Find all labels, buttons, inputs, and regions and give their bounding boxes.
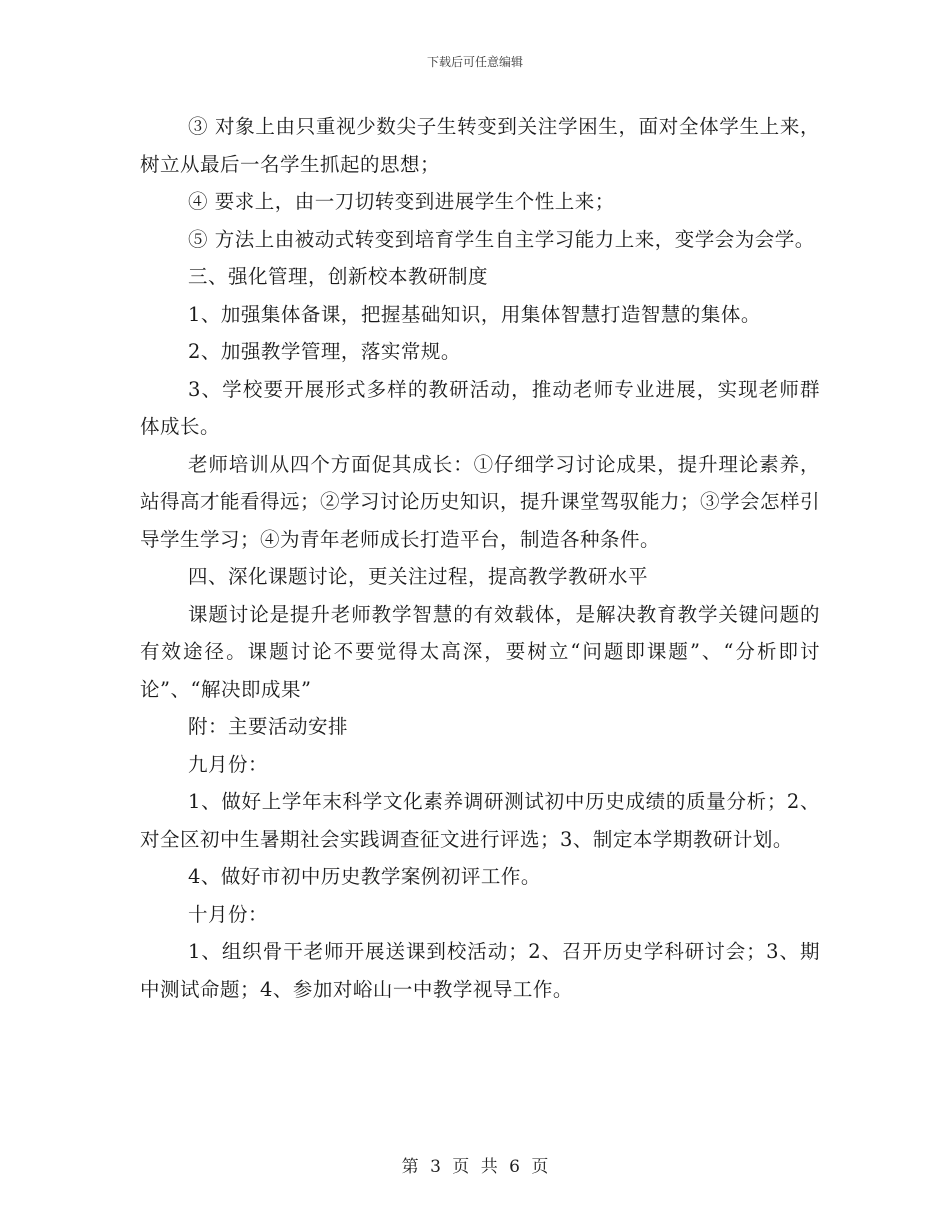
paragraph-requirement-shift: ④ 要求上，由一刀切转变到进展学生个性上来；: [188, 190, 615, 213]
paragraph-teaching-research: 3、学校要开展形式多样的教研活动，推动老师专业进展，实现老师群体成长。: [140, 377, 820, 438]
document-body: [140, 108, 820, 1008]
page-header: 下载后可任意编辑: [426, 55, 523, 69]
page-footer: 第 3 页 共 6 页: [401, 1157, 549, 1177]
paragraph-october-tasks: 1、组织骨干老师开展送课到校活动；2、召开历史学科研讨会；3、期中测试命题；4、参加对峪山一中教学视导工作。: [140, 940, 820, 1001]
month-heading-september: 九月份：: [188, 752, 269, 776]
paragraph-topic-research: 课题讨论是提升老师教学智慧的有效载体，是解决教育教学关键问题的有效途径。课题讨论不要觉得太高深，要树立“问题即课题”、“分析即讨论”、“解决即成果”: [140, 602, 820, 701]
paragraph-collective-prep: 1、加强集体备课，把握基础知识，用集体智慧打造智慧的集体。: [188, 302, 761, 326]
section-heading-4: 四、深化课题讨论，更关注过程，提高教学教研水平: [188, 565, 649, 588]
paragraph-september-case: 4、做好市初中历史教学案例初评工作。: [188, 865, 541, 888]
paragraph-teaching-management: 2、加强教学管理，落实常规。: [188, 340, 461, 363]
appendix-heading: 附：主要活动安排: [188, 715, 349, 738]
paragraph-september-tasks: 1、做好上学年末科学文化素养调研测试初中历史成绩的质量分析；2、对全区初中生暑期社会实践调查征文进行评选；3、制定本学期教研计划。: [140, 790, 820, 851]
paragraph-object-shift: ③ 对象上由只重视少数尖子生转变到关注学困生，面对全体学生上来，树立从最后一名学生抓起的思想；: [140, 115, 820, 176]
paragraph-teacher-training: 老师培训从四个方面促其成长：①仔细学习讨论成果，提升理论素养，站得高才能看得远；②学习讨论历史知识，提升课堂驾驭能力；③学会怎样引导学生学习；④为青年老师成长打造平台，制造各种条件。: [140, 452, 821, 551]
section-heading-3: 三、强化管理，创新校本教研制度: [188, 265, 489, 288]
paragraph-method-shift: ⑤ 方法上由被动式转变到培育学生自主学习能力上来，变学会为会学。: [188, 227, 815, 251]
month-heading-october: 十月份：: [188, 902, 269, 926]
